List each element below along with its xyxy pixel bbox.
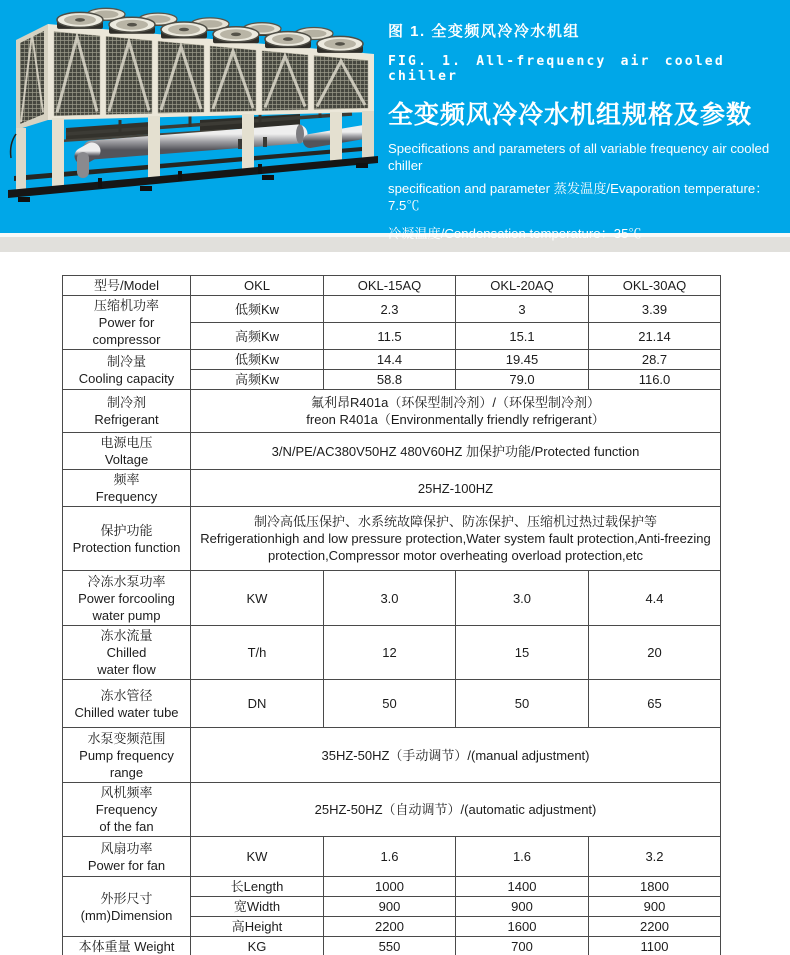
table-cell: 21.14: [589, 323, 721, 350]
table-row: [63, 433, 721, 470]
table-cell: 1.6: [456, 837, 589, 877]
figure-caption-zh: 图 1. 全变频风冷冷水机组: [388, 23, 580, 40]
table-cell: 长Length: [191, 877, 324, 897]
table-cell: 14.4: [324, 350, 456, 370]
figure-caption-en: FIG. 1. All-frequency air cooled chiller: [388, 54, 725, 84]
table-header-cell: OKL-30AQ: [589, 276, 721, 296]
table-row: [63, 783, 721, 837]
table-cell: 3: [456, 296, 589, 323]
table-header-cell: 型号/Model: [63, 276, 191, 296]
spec-table: [62, 275, 721, 955]
table-cell: 高Height: [191, 917, 324, 937]
table-cell: 低频Kw: [191, 296, 324, 323]
table-cell: 12: [324, 626, 456, 680]
table-cell: 电源电压 Voltage: [63, 433, 191, 470]
table-cell: 2200: [324, 917, 456, 937]
table-cell: 压缩机功率 Power for compressor: [63, 296, 191, 350]
table-cell: 116.0: [589, 370, 721, 390]
table-cell: 900: [456, 897, 589, 917]
subtitle-line-3: 冷凝温度/Condensation temperature：35℃: [388, 226, 642, 241]
table-cell: DN: [191, 680, 324, 728]
table-cell: 900: [324, 897, 456, 917]
table-cell: 1.6: [324, 837, 456, 877]
subtitle-line-2: specification and parameter 蒸发温度/Evaporation temperature：7.5℃: [388, 181, 769, 213]
table-cell: 58.8: [324, 370, 456, 390]
subtitle-line-1: Specifications and parameters of all variable frequency air cooled chiller: [388, 141, 770, 173]
table-row: [63, 276, 721, 296]
table-cell: 2200: [589, 917, 721, 937]
table-cell: KG: [191, 937, 324, 955]
table-cell: 制冷剂 Refrigerant: [63, 390, 191, 433]
table-cell: 本体重量 Weight: [63, 937, 191, 955]
table-row: [63, 470, 721, 507]
spec-table-body: [63, 276, 721, 955]
table-cell: T/h: [191, 626, 324, 680]
table-cell: 3/N/PE/AC380V50HZ 480V60HZ 加保护功能/Protected function: [191, 433, 721, 470]
table-cell: 1000: [324, 877, 456, 897]
table-cell: 900: [589, 897, 721, 917]
table-cell: 3.39: [589, 296, 721, 323]
table-cell: 1800: [589, 877, 721, 897]
table-cell: KW: [191, 571, 324, 626]
table-cell: 19.45: [456, 350, 589, 370]
table-cell: 3.0: [456, 571, 589, 626]
table-cell: 宽Width: [191, 897, 324, 917]
table-row: [63, 877, 721, 897]
table-cell: 冷冻水泵功率 Power forcooling water pump: [63, 571, 191, 626]
table-row: [63, 390, 721, 433]
table-cell: 1600: [456, 917, 589, 937]
table-cell: 79.0: [456, 370, 589, 390]
hero-text-block: [388, 20, 786, 242]
table-cell: 15: [456, 626, 589, 680]
table-cell: 28.7: [589, 350, 721, 370]
table-row: [63, 937, 721, 955]
table-cell: 550: [324, 937, 456, 955]
table-cell: 50: [456, 680, 589, 728]
table-row: [63, 507, 721, 571]
table-cell: 氟利昂R401a（环保型制冷剂）/（环保型制冷剂） freon R401a（Environmentally friendly refrigerant）: [191, 390, 721, 433]
table-row: [63, 837, 721, 877]
table-cell: 低频Kw: [191, 350, 324, 370]
table-row: [63, 571, 721, 626]
table-cell: 2.3: [324, 296, 456, 323]
spec-sheet: [0, 252, 790, 955]
chiller-product-photo: [0, 0, 390, 233]
page-title: 全变频风冷冷水机组规格及参数: [388, 101, 753, 129]
table-cell: 制冷高低压保护、水系统故障保护、防冻保护、压缩机过热过载保护等 Refrigerationhigh and low pressure protection,Water system fault protection,Anti-freezing protection,Compressor motor overheating overload protection,etc: [191, 507, 721, 571]
table-row: [63, 350, 721, 370]
table-cell: 3.2: [589, 837, 721, 877]
table-cell: 25HZ-50HZ（自动调节）/(automatic adjustment): [191, 783, 721, 837]
table-cell: 1100: [589, 937, 721, 955]
table-cell: 水泵变频范围 Pump frequency range: [63, 728, 191, 783]
table-cell: 保护功能 Protection function: [63, 507, 191, 571]
hero-banner: [0, 0, 790, 241]
table-cell: 外形尺寸 (mm)Dimension: [63, 877, 191, 937]
table-cell: 50: [324, 680, 456, 728]
table-cell: 冻水管径 Chilled water tube: [63, 680, 191, 728]
table-cell: 风扇功率 Power for fan: [63, 837, 191, 877]
table-cell: 制冷量 Cooling capacity: [63, 350, 191, 390]
table-cell: 高频Kw: [191, 323, 324, 350]
table-cell: 4.4: [589, 571, 721, 626]
table-cell: KW: [191, 837, 324, 877]
table-header-cell: OKL-20AQ: [456, 276, 589, 296]
table-cell: 1400: [456, 877, 589, 897]
table-cell: 风机频率 Frequency of the fan: [63, 783, 191, 837]
table-cell: 20: [589, 626, 721, 680]
table-cell: 11.5: [324, 323, 456, 350]
table-header-cell: OKL-15AQ: [324, 276, 456, 296]
table-cell: 15.1: [456, 323, 589, 350]
table-row: [63, 296, 721, 323]
chiller-illustration: [0, 0, 390, 233]
table-cell: 700: [456, 937, 589, 955]
table-cell: 冻水流量 Chilled water flow: [63, 626, 191, 680]
table-row: [63, 728, 721, 783]
table-row: [63, 680, 721, 728]
table-cell: 频率 Frequency: [63, 470, 191, 507]
table-row: [63, 626, 721, 680]
table-header-cell: OKL: [191, 276, 324, 296]
table-cell: 高频Kw: [191, 370, 324, 390]
table-cell: 65: [589, 680, 721, 728]
table-cell: 3.0: [324, 571, 456, 626]
table-cell: 25HZ-100HZ: [191, 470, 721, 507]
table-cell: 35HZ-50HZ（手动调节）/(manual adjustment): [191, 728, 721, 783]
